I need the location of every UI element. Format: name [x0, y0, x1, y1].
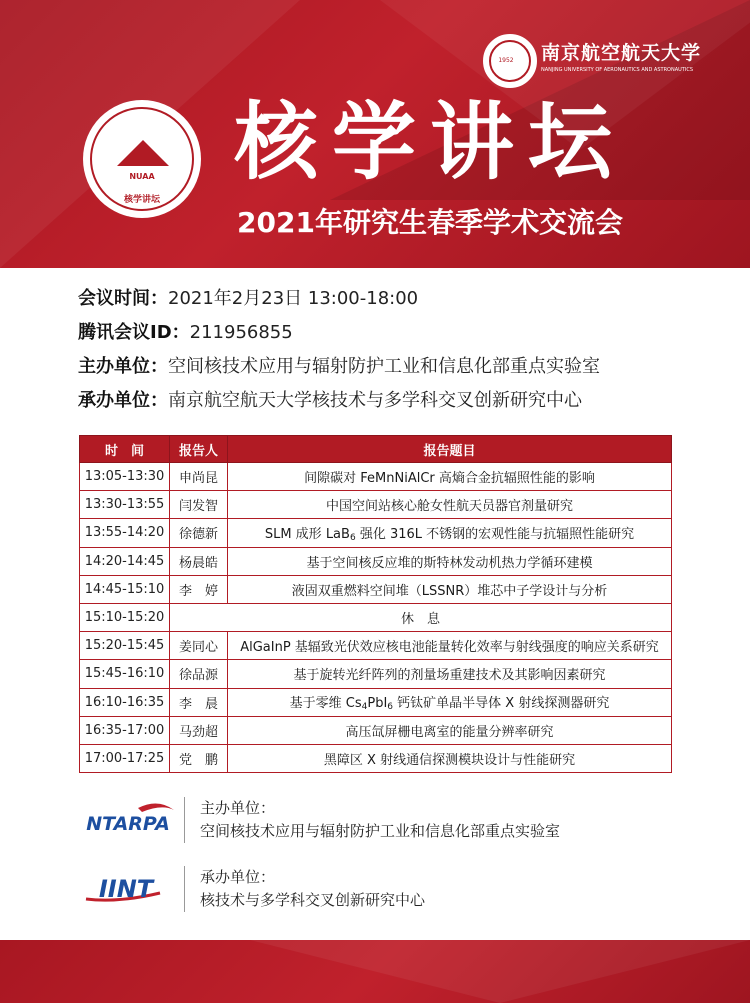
org-divider	[184, 866, 185, 912]
row-speaker: 徐德新	[170, 519, 228, 547]
nuaa-seal-label: NUAA	[129, 172, 155, 181]
row-speaker: 姜同心	[170, 632, 228, 660]
table-row	[80, 519, 672, 547]
info-label: 承办单位：	[78, 390, 168, 411]
info-value: 南京航空航天大学核技术与多学科交叉创新研究中心	[168, 390, 582, 411]
university-seal-icon	[483, 34, 537, 88]
info-value: 2021年2月23日 13:00-18:00	[168, 288, 419, 309]
table-row-break	[80, 603, 672, 631]
schedule-table	[79, 435, 672, 773]
row-topic: 黑障区 X 射线通信探测模块设计与性能研究	[228, 744, 672, 772]
page-subtitle: 2021年研究生春季学术交流会	[237, 206, 623, 239]
info-value: 211956855	[189, 322, 293, 343]
row-speaker: 李 婷	[170, 575, 228, 603]
row-topic: 液固双重燃料空间堆（LSSNR）堆芯中子学设计与分析	[228, 575, 672, 603]
row-speaker: 马劲超	[170, 716, 228, 744]
header-banner	[0, 0, 750, 268]
iint-logo-text: IINT	[98, 875, 154, 903]
topic-text: 强化 316L 不锈钢的宏观性能与抗辐照性能研究	[355, 526, 635, 542]
row-speaker: 申尚昆	[170, 463, 228, 491]
row-time: 16:10-16:35	[80, 688, 170, 716]
row-time: 17:00-17:25	[80, 744, 170, 772]
row-speaker: 闫发智	[170, 491, 228, 519]
row-time: 15:20-15:45	[80, 632, 170, 660]
row-time: 13:05-13:30	[80, 463, 170, 491]
topic-subscript: 6	[349, 532, 356, 543]
info-label: 主办单位：	[78, 356, 168, 377]
row-topic: 基于旋转光纤阵列的剂量场重建技术及其影响因素研究	[228, 660, 672, 688]
university-name-en: NANJING UNIVERSITY OF AERONAUTICS AND ASTRONAUTICS	[541, 67, 693, 73]
row-time: 15:45-16:10	[80, 660, 170, 688]
org-label: 主办单位：	[200, 799, 276, 817]
column-header-speaker: 报告人	[170, 436, 228, 463]
table-row	[80, 491, 672, 519]
row-topic: AlGaInP 基辐致光伏效应核电池能量转化效率与射线强度的响应关系研究	[228, 632, 672, 660]
column-header-time: 时 间	[80, 436, 170, 463]
row-time: 14:20-14:45	[80, 547, 170, 575]
row-break-label: 休 息	[170, 603, 672, 631]
organizer-organization	[78, 864, 678, 914]
org-divider	[184, 797, 185, 843]
row-speaker: 徐品源	[170, 660, 228, 688]
topic-text: 钙钛矿单晶半导体 X 射线探测器研究	[393, 696, 610, 712]
table-row	[80, 575, 672, 603]
row-speaker: 李 晨	[170, 688, 228, 716]
info-label: 会议时间：	[78, 288, 168, 309]
org-label: 承办单位：	[200, 868, 276, 886]
schedule-header-row	[80, 436, 672, 463]
ntarpa-logo-text: NTARPA	[86, 813, 170, 835]
topic-text: PbI	[367, 696, 388, 712]
meeting-info	[78, 282, 698, 418]
table-row	[80, 744, 672, 772]
row-topic: 中国空间站核心舱女性航天员器官剂量研究	[228, 491, 672, 519]
university-name-cn: 南京航空航天大学	[541, 42, 702, 64]
page-title: 核学讲坛	[233, 92, 626, 191]
row-topic	[228, 519, 672, 547]
info-row-host	[78, 350, 698, 384]
university-seal-year: 1952	[498, 57, 514, 64]
ntarpa-logo-icon	[78, 800, 178, 840]
university-logo	[483, 34, 702, 84]
info-row-meeting-id	[78, 316, 698, 350]
row-topic: 高压氙屏栅电离室的能量分辨率研究	[228, 716, 672, 744]
org-name: 核技术与多学科交叉创新研究中心	[200, 891, 426, 909]
org-name: 空间核技术应用与辐射防护工业和信息化部重点实验室	[200, 822, 561, 840]
row-time: 13:55-14:20	[80, 519, 170, 547]
row-speaker: 党 鹏	[170, 744, 228, 772]
info-row-time	[78, 282, 698, 316]
iint-logo-icon	[78, 869, 178, 909]
topic-text: SLM 成形 LaB	[264, 526, 350, 542]
table-row	[80, 547, 672, 575]
info-row-organizer	[78, 384, 698, 418]
column-header-topic: 报告题目	[228, 436, 672, 463]
row-topic	[228, 688, 672, 716]
nuaa-emblem-icon	[117, 140, 169, 166]
info-value: 空间核技术应用与辐射防护工业和信息化部重点实验室	[168, 356, 600, 377]
footer-banner	[0, 940, 750, 1003]
topic-subscript: 6	[387, 702, 394, 713]
row-speaker: 杨晨皓	[170, 547, 228, 575]
row-time: 15:10-15:20	[80, 603, 170, 631]
row-time: 16:35-17:00	[80, 716, 170, 744]
table-row	[80, 660, 672, 688]
row-topic: 基于空间核反应堆的斯特林发动机热力学循环建模	[228, 547, 672, 575]
info-label: 腾讯会议ID：	[78, 322, 190, 343]
topic-text: 基于零维 Cs	[289, 696, 362, 712]
nuaa-seal-bottom-label: 核学讲坛	[123, 195, 160, 205]
topic-subscript: 4	[361, 702, 368, 713]
row-topic: 间隙碳对 FeMnNiAlCr 高熵合金抗辐照性能的影响	[228, 463, 672, 491]
table-row	[80, 716, 672, 744]
row-time: 13:30-13:55	[80, 491, 170, 519]
table-row	[80, 688, 672, 716]
row-time: 14:45-15:10	[80, 575, 170, 603]
table-row	[80, 632, 672, 660]
table-row	[80, 463, 672, 491]
footer-decoration	[250, 940, 750, 1003]
nuaa-seal-icon	[83, 100, 201, 218]
host-organization	[78, 795, 678, 845]
